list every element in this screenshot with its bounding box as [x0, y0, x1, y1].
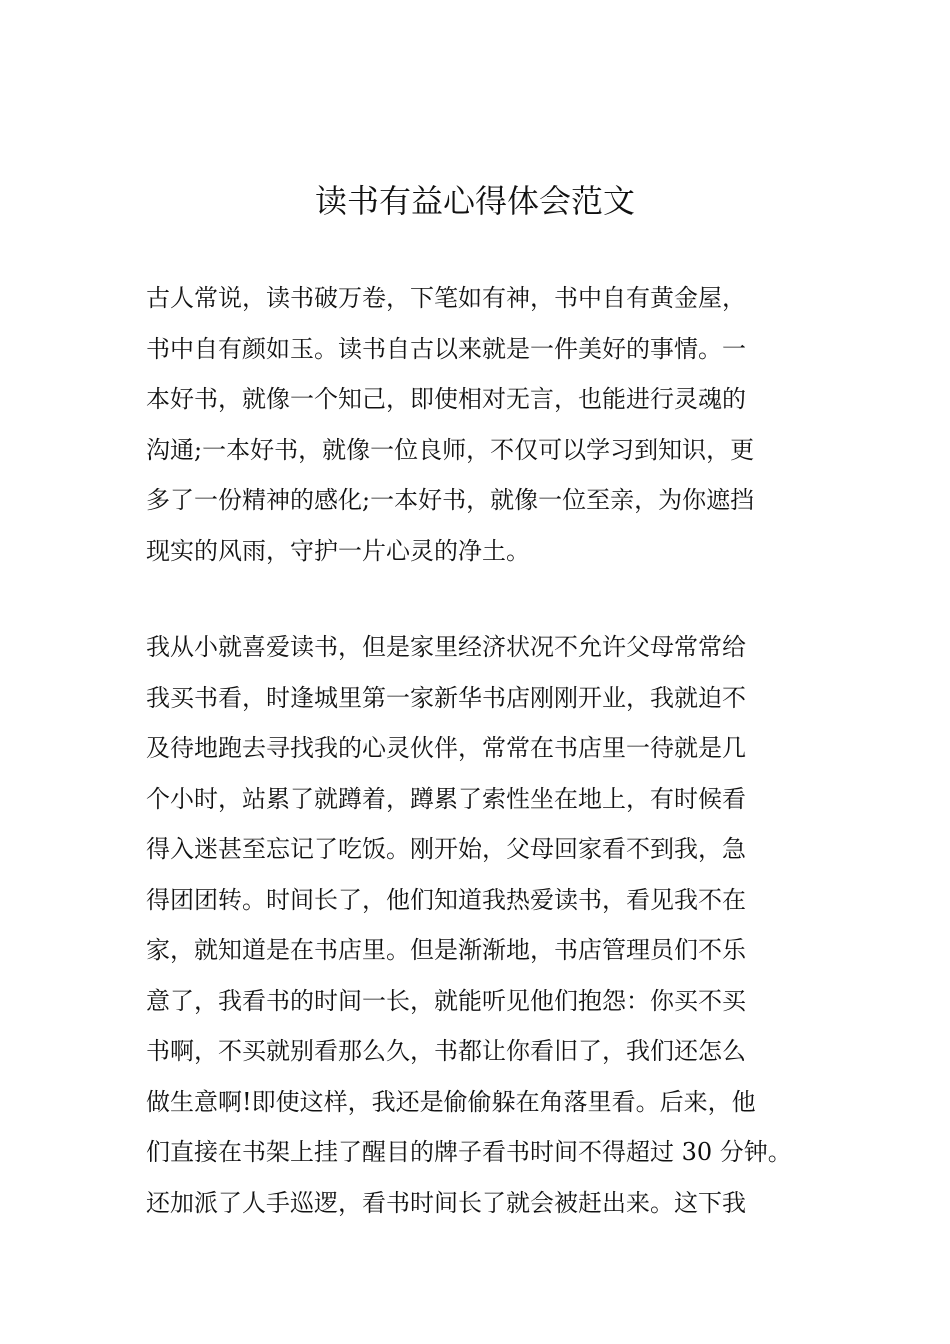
text-line: 书啊，不买就别看那么久，书都让你看旧了，我们还怎么 — [146, 1037, 746, 1065]
text-line: 意了，我看书的时间一长，就能听见他们抱怨：你买不买 — [146, 986, 746, 1015]
text-line: 还加派了人手巡逻，看书时间长了就会被赶出来。这下我 — [146, 1188, 746, 1217]
document-title: 读书有益心得体会范文 — [314, 182, 635, 220]
text-line: 本好书，就像一个知己，即使相对无言，也能进行灵魂的 — [146, 385, 746, 413]
text-line: 多了一份精神的感化;一本好书，就像一位至亲，为你遮挡 — [146, 486, 755, 514]
text-line: 及待地跑去寻找我的心灵伙伴，常常在书店里一待就是几 — [146, 734, 746, 762]
text-line: 古人常说，读书破万卷，下笔如有神，书中自有黄金屋， — [146, 284, 746, 312]
text-line: 得团团转。时间长了，他们知道我热爱读书，看见我不在 — [146, 885, 746, 914]
text-line: 们直接在书架上挂了醒目的牌子看书时间不得超过 30 分钟。 — [146, 1138, 792, 1166]
text-line: 书中自有颜如玉。读书自古以来就是一件美好的事情。一 — [146, 334, 746, 363]
paragraph-2 — [146, 622, 826, 1228]
paragraph-1 — [146, 273, 826, 576]
text-line: 家，就知道是在书店里。但是渐渐地，书店管理员们不乐 — [146, 936, 746, 964]
text-line: 得入迷甚至忘记了吃饭。刚开始，父母回家看不到我，急 — [146, 835, 746, 863]
text-line: 做生意啊!即使这样，我还是偷偷躲在角落里看。后来，他 — [146, 1087, 756, 1116]
text-line: 现实的风雨，守护一片心灵的净土。 — [146, 536, 530, 565]
text-line: 我从小就喜爱读书，但是家里经济状况不允许父母常常给 — [146, 633, 746, 661]
text-line: 我买书看，时逢城里第一家新华书店刚刚开业，我就迫不 — [146, 683, 746, 712]
text-line: 沟通;一本好书，就像一位良师，不仅可以学习到知识，更 — [146, 435, 755, 464]
text-line: 个小时，站累了就蹲着，蹲累了索性坐在地上，有时候看 — [146, 784, 746, 813]
